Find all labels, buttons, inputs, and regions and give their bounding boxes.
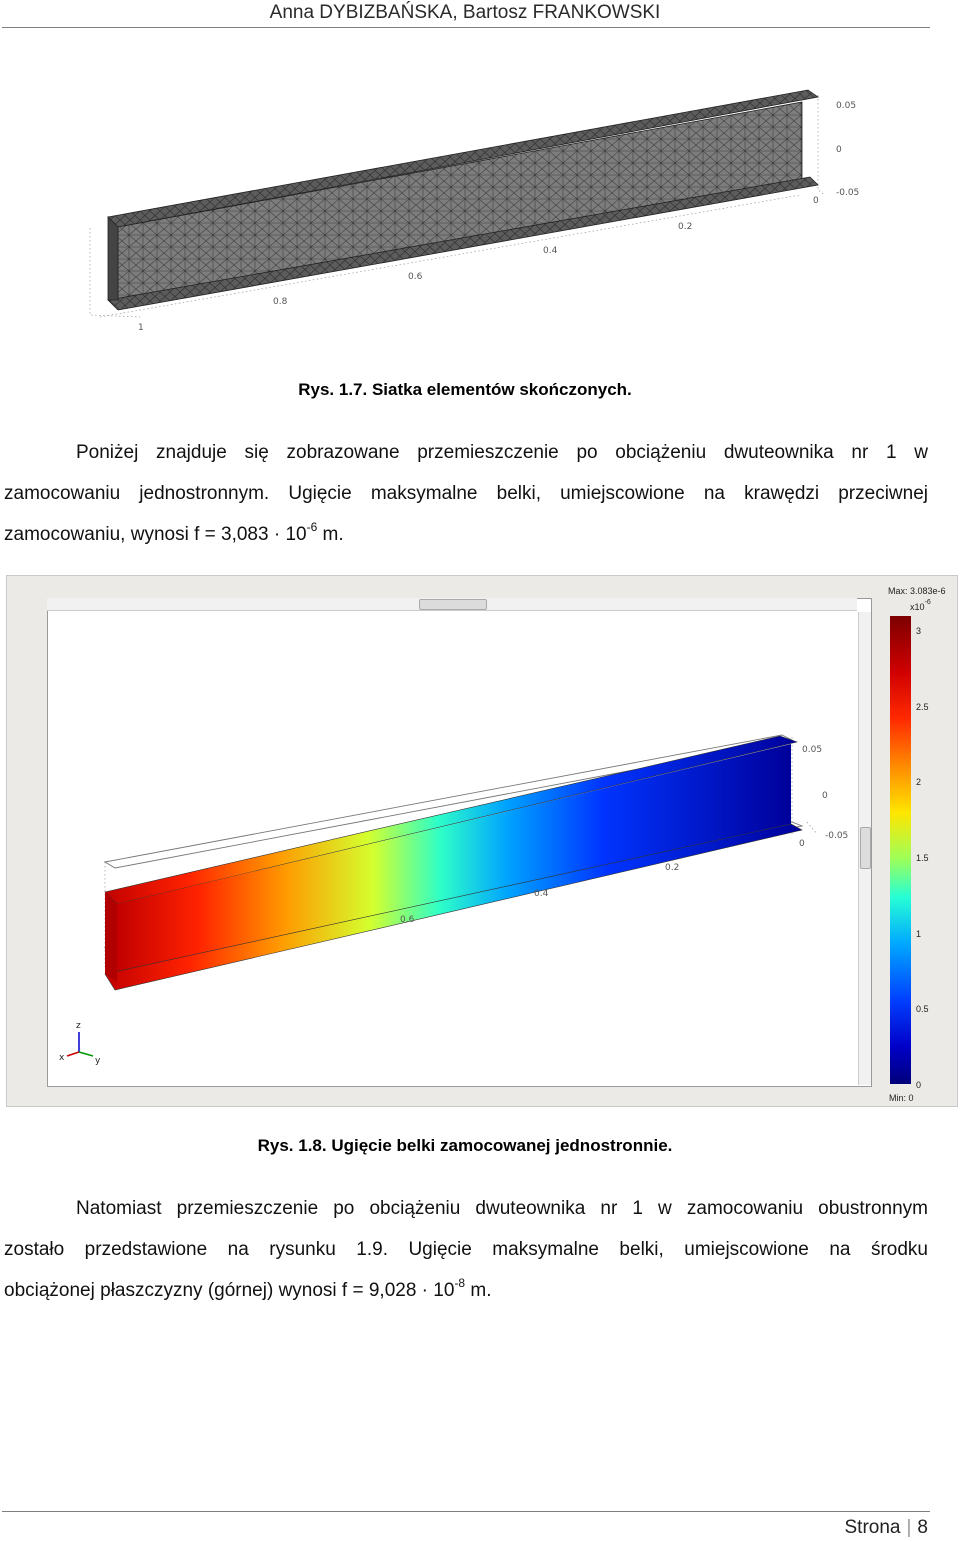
paragraph-2-line-3	[4, 1270, 928, 1311]
paragraph-1-line-2: zamocowaniu jednostronnym. Ugięcie maksymalne belki, umiejscowione na krawędzi przeciwnej	[4, 483, 928, 504]
paragraph-1-line-3	[4, 514, 928, 555]
mesh-label-x-08: 0.8	[273, 297, 288, 307]
paragraph-1	[4, 432, 928, 555]
plot-label-z-top: 0.05	[802, 745, 823, 755]
colorbar-max-label: Max: 3.083e-6	[888, 586, 946, 596]
page-number: 8	[917, 1517, 928, 1538]
displacement-beam	[47, 612, 857, 1084]
mesh-label-x-04: 0.4	[543, 246, 558, 256]
paragraph-2-exponent: -8	[454, 1275, 466, 1290]
colorbar-multiplier-base: x10	[910, 602, 925, 612]
mesh-end-face	[108, 217, 118, 300]
colorbar	[890, 616, 911, 1084]
page-header-authors: Anna DYBIZBAŃSKA, Bartosz FRANKOWSKI	[269, 2, 661, 23]
triad-z-label: z	[76, 1021, 81, 1031]
colorbar-tick-1-5: 1.5	[916, 853, 929, 863]
mesh-label-x-02: 0.2	[678, 222, 693, 232]
plot-label-z-mid: 0	[822, 791, 828, 801]
deformed-web	[117, 744, 791, 982]
paragraph-2-line-2: zostało przedstawione na rysunku 1.9. Ugięcie maksymalne belki, umiejscowione na środku	[4, 1239, 928, 1260]
colorbar-tick-1: 1	[916, 929, 922, 939]
plot-label-x-06: 0.6	[400, 915, 415, 925]
colorbar-multiplier	[910, 599, 931, 612]
horizontal-scroll-thumb[interactable]	[419, 599, 487, 610]
paragraph-1-line-3-text: zamocowaniu, wynosi f = 3,083 · 10	[4, 524, 307, 545]
page-footer	[845, 1517, 929, 1539]
paragraph-2-line-1: Natomiast przemieszczenie po obciążeniu dwuteownika nr 1 w zamocowaniu obustronnym	[76, 1198, 928, 1219]
colorbar-tick-2-5: 2.5	[916, 702, 929, 712]
plot-label-x-0: 0	[799, 839, 805, 849]
mesh-label-x-06: 0.6	[408, 272, 423, 282]
plot-label-z-bot: -0.05	[825, 831, 849, 841]
colorbar-tick-2: 2	[916, 777, 922, 787]
mesh-label-x-1: 1	[138, 323, 144, 333]
paragraph-1-line-3-unit: m.	[317, 524, 344, 545]
colorbar-tick-0-5: 0.5	[916, 1004, 929, 1014]
paragraph-2	[4, 1188, 928, 1311]
colorbar-tick-0: 0	[916, 1080, 922, 1090]
figure-mesh-beam	[80, 85, 870, 340]
figure-displacement-plot	[6, 575, 958, 1107]
paragraph-2-line-3-unit: m.	[465, 1280, 492, 1301]
paragraph-2-line-3-text: obciążonej płaszczyzny (górnej) wynosi f = 9,028 · 10	[4, 1280, 455, 1301]
colorbar-multiplier-exp: -6	[924, 599, 931, 606]
triad-x-label: x	[59, 1053, 65, 1063]
mesh-label-z-mid: 0	[836, 145, 842, 155]
paragraph-1-exponent: -6	[306, 519, 318, 534]
plot-label-x-04: 0.4	[534, 889, 549, 899]
axis-triad	[59, 1021, 101, 1066]
header-divider	[2, 27, 930, 28]
footer-separator: |	[906, 1517, 912, 1538]
footer-divider	[2, 1511, 930, 1512]
footer-label: Strona	[844, 1517, 901, 1538]
horizontal-scrollbar[interactable]	[47, 598, 857, 611]
vertical-scroll-thumb[interactable]	[860, 827, 871, 869]
deformed-end-face	[105, 892, 117, 982]
figure2-caption: Rys. 1.8. Ugięcie belki zamocowanej jednostronnie.	[257, 1136, 673, 1155]
paragraph-1-line-1: Poniżej znajduje się zobrazowane przemieszczenie po obciążeniu dwuteownika nr 1 w	[76, 442, 928, 463]
triad-y-label: y	[95, 1056, 101, 1066]
mesh-label-z-top: 0.05	[836, 101, 857, 111]
colorbar-tick-3: 3	[916, 626, 922, 636]
plot-label-x-02: 0.2	[665, 863, 680, 873]
figure1-caption: Rys. 1.7. Siatka elementów skończonych.	[298, 380, 632, 399]
colorbar-min-label: Min: 0	[889, 1093, 914, 1103]
mesh-label-z-bot: -0.05	[836, 188, 860, 198]
mesh-label-x-0: 0	[813, 196, 819, 206]
vertical-scrollbar[interactable]	[858, 612, 871, 1085]
